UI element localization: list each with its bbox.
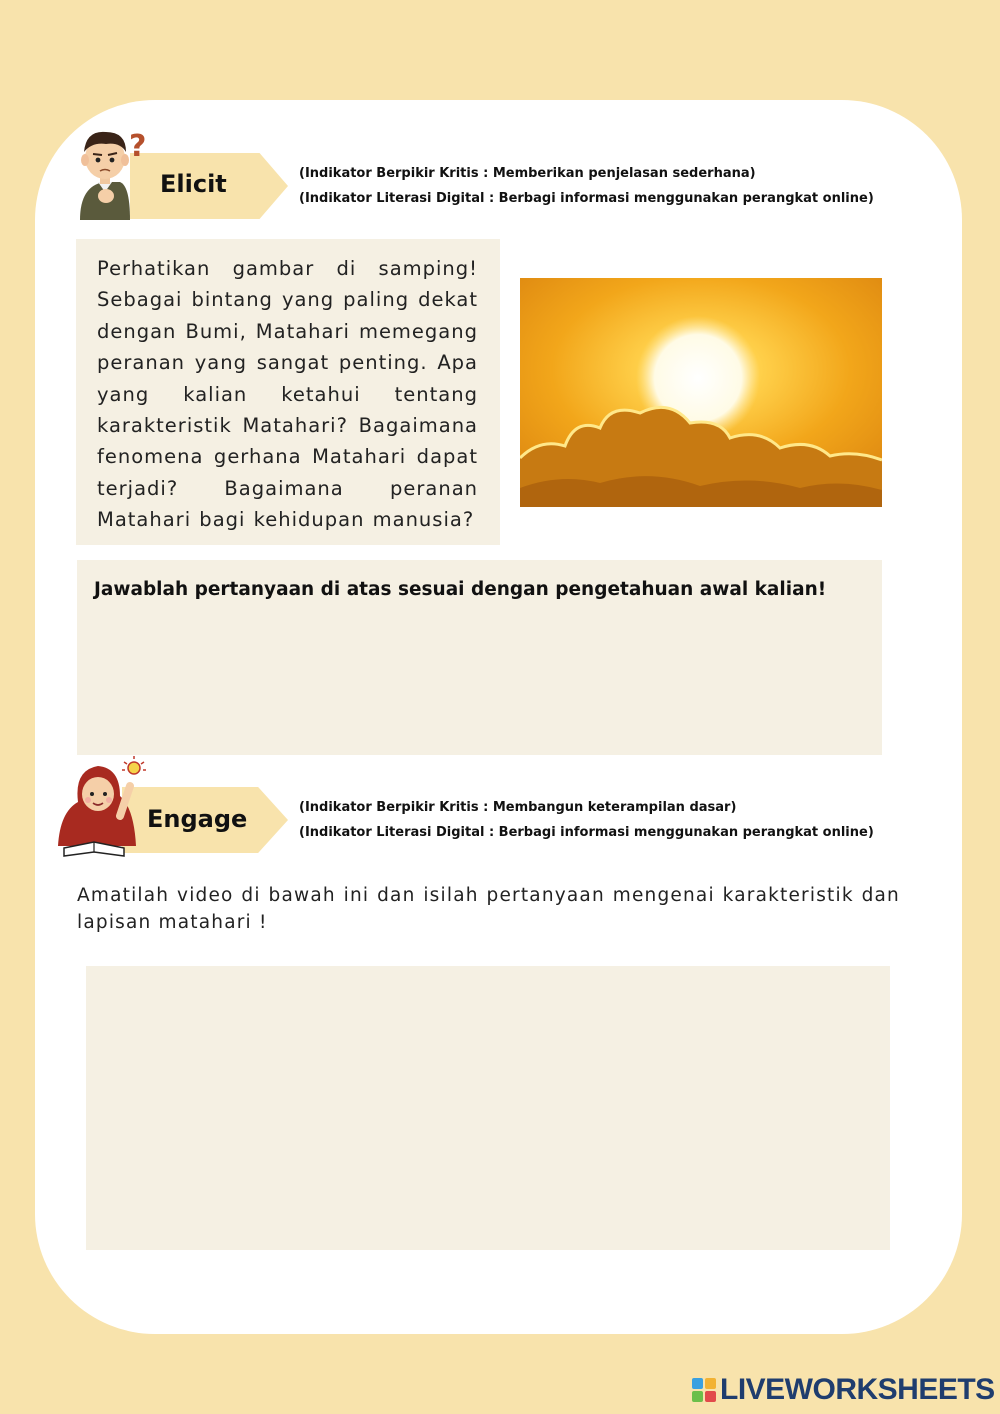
engage-video-area[interactable]: [86, 966, 890, 1250]
elicit-answer-prompt: Jawablah pertanyaan di atas sesuai dengan pengetahuan awal kalian!: [94, 579, 827, 600]
svg-text:?: ?: [129, 129, 147, 164]
thinking-boy-icon: [74, 124, 152, 222]
engage-indicator-critical: (Indikator Berpikir Kritis : Membangun keterampilan dasar): [299, 800, 737, 815]
liveworksheets-logo-icon: [692, 1378, 716, 1402]
elicit-question-box: [76, 239, 500, 545]
sun-image: [520, 278, 882, 507]
elicit-indicator-critical: (Indikator Berpikir Kritis : Memberikan penjelasan sederhana): [299, 166, 756, 181]
engage-instruction-text: Amatilah video di bawah ini dan isilah pertanyaan mengenai karakteristik dan lapisan matahari !: [77, 885, 900, 933]
engage-title: Engage: [147, 805, 248, 833]
elicit-question-text: Perhatikan gambar di samping! Sebagai bintang yang paling dekat dengan Bumi, Matahari memegang peranan yang sangat penting. Apa yang kalian ketahui tentang karakteristik Matahari? Bagaimana fenomena gerhana Matahari dapat terjadi? Bagaimana peranan Matahari bagi kehidupan manusia?: [97, 257, 478, 532]
liveworksheets-logo[interactable]: [692, 1374, 995, 1406]
student-girl-icon: [54, 756, 150, 860]
elicit-answer-area[interactable]: [77, 560, 882, 755]
engage-indicator-digital: (Indikator Literasi Digital : Berbagi informasi menggunakan perangkat online): [299, 825, 874, 840]
elicit-title: Elicit: [160, 170, 227, 198]
elicit-indicator-digital: (Indikator Literasi Digital : Berbagi informasi menggunakan perangkat online): [299, 191, 874, 206]
liveworksheets-logo-text: LIVEWORKSHEETS: [720, 1373, 995, 1406]
